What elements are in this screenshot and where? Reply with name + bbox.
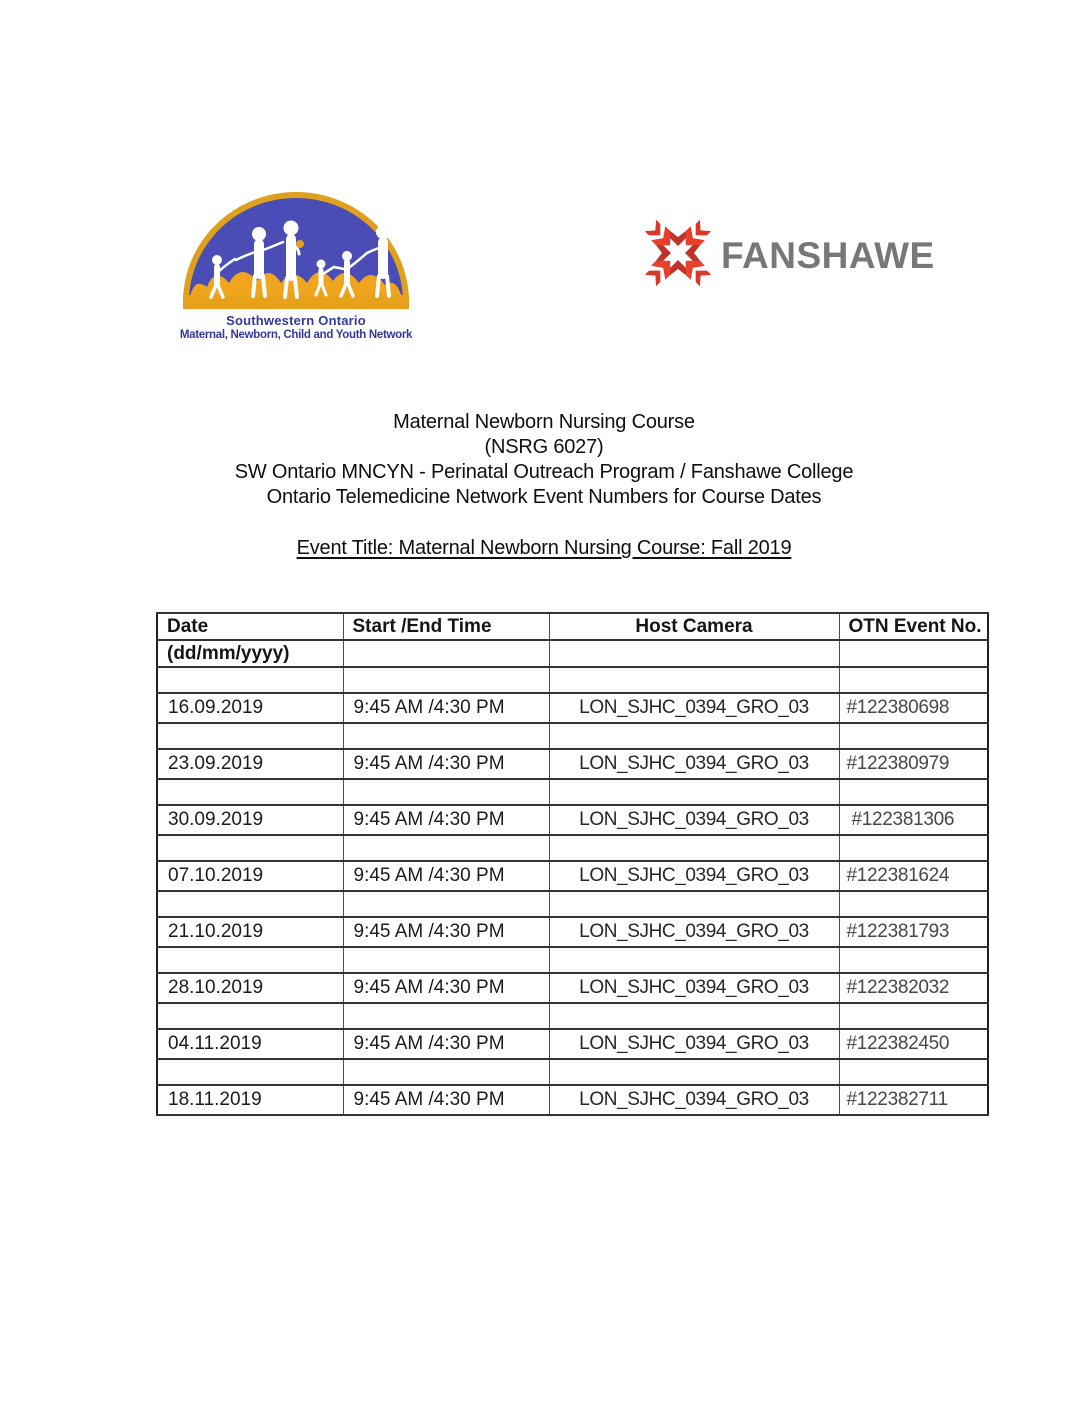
cell-start-end-time: 9:45 AM /4:30 PM: [343, 749, 549, 779]
spacer-row: [157, 891, 988, 917]
cell-otn-event-no: #122382711: [839, 1085, 988, 1115]
cell-date: 21.10.2019: [157, 917, 343, 947]
cell-otn-event-no: #122380979: [839, 749, 988, 779]
cell-host-camera: LON_SJHC_0394_GRO_03: [549, 805, 839, 835]
table-row: [157, 917, 988, 947]
title-line-4: Ontario Telemedicine Network Event Numbers for Course Dates: [266, 486, 822, 508]
cell-otn-event-no: #122382450: [839, 1029, 988, 1059]
event-title-text: Event Title: Maternal Newborn Nursing Course: Fall 2019: [296, 537, 792, 559]
schedule-table: [156, 612, 989, 1116]
header-date: Date: [157, 613, 343, 640]
header-start-end-time: Start /End Time: [343, 613, 549, 640]
cell-otn-event-no: #122381624: [839, 861, 988, 891]
table-row: [157, 973, 988, 1003]
cell-date: 07.10.2019: [157, 861, 343, 891]
cell-date: 18.11.2019: [157, 1085, 343, 1115]
table-header-row: [157, 613, 988, 640]
cell-date: 04.11.2019: [157, 1029, 343, 1059]
fanshawe-logo: [640, 215, 935, 296]
event-title: [0, 537, 1088, 560]
cell-start-end-time: 9:45 AM /4:30 PM: [343, 693, 549, 723]
header-otn-event-no: OTN Event No.: [839, 613, 988, 640]
cell-host-camera: LON_SJHC_0394_GRO_03: [549, 917, 839, 947]
spacer-row: [157, 779, 988, 805]
spacer-row: [157, 835, 988, 861]
table-row: [157, 805, 988, 835]
header-host-camera: Host Camera: [549, 613, 839, 640]
cell-start-end-time: 9:45 AM /4:30 PM: [343, 1029, 549, 1059]
cell-host-camera: LON_SJHC_0394_GRO_03: [549, 749, 839, 779]
cell-host-camera: LON_SJHC_0394_GRO_03: [549, 861, 839, 891]
cell-date: 23.09.2019: [157, 749, 343, 779]
mncyn-family-dome-icon: [166, 190, 426, 310]
cell-host-camera: LON_SJHC_0394_GRO_03: [549, 973, 839, 1003]
schedule-body: [157, 667, 988, 1115]
cell-start-end-time: 9:45 AM /4:30 PM: [343, 973, 549, 1003]
cell-date: 16.09.2019: [157, 693, 343, 723]
table-row: [157, 749, 988, 779]
title-line-1: Maternal Newborn Nursing Course: [393, 411, 695, 433]
cell-otn-event-no: #122380698: [839, 693, 988, 723]
title-line-3: SW Ontario MNCYN - Perinatal Outreach Program / Fanshawe College: [234, 461, 854, 483]
spacer-row: [157, 723, 988, 749]
cell-host-camera: LON_SJHC_0394_GRO_03: [549, 1029, 839, 1059]
spacer-row: [157, 1003, 988, 1029]
cell-otn-event-no: #122382032: [839, 973, 988, 1003]
spacer-row: [157, 947, 988, 973]
table-subheader-row: [157, 640, 988, 667]
cell-date: 30.09.2019: [157, 805, 343, 835]
fanshawe-starburst-icon: [640, 215, 716, 296]
document-title-block: [0, 410, 1088, 510]
cell-otn-event-no: #122381793: [839, 917, 988, 947]
spacer-row: [157, 1059, 988, 1085]
table-row: [157, 1085, 988, 1115]
cell-host-camera: LON_SJHC_0394_GRO_03: [549, 1085, 839, 1115]
cell-start-end-time: 9:45 AM /4:30 PM: [343, 1085, 549, 1115]
cell-start-end-time: 9:45 AM /4:30 PM: [343, 805, 549, 835]
cell-start-end-time: 9:45 AM /4:30 PM: [343, 861, 549, 891]
mncyn-logo-text-line1: Southwestern Ontario: [226, 313, 366, 328]
table-row: [157, 1029, 988, 1059]
cell-date: 28.10.2019: [157, 973, 343, 1003]
title-line-2: (NSRG 6027): [484, 436, 604, 458]
spacer-row: [157, 667, 988, 693]
cell-start-end-time: 9:45 AM /4:30 PM: [343, 917, 549, 947]
table-row: [157, 693, 988, 723]
fanshawe-wordmark: FANSHAWE: [721, 234, 935, 276]
subheader-date-format: (dd/mm/yyyy): [157, 640, 343, 667]
cell-host-camera: LON_SJHC_0394_GRO_03: [549, 693, 839, 723]
table-row: [157, 861, 988, 891]
mncyn-logo: [166, 190, 426, 343]
mncyn-logo-text: [166, 313, 426, 343]
cell-otn-event-no: #122381306: [839, 805, 988, 835]
mncyn-logo-text-line2: Maternal, Newborn, Child and Youth Network: [179, 329, 413, 341]
